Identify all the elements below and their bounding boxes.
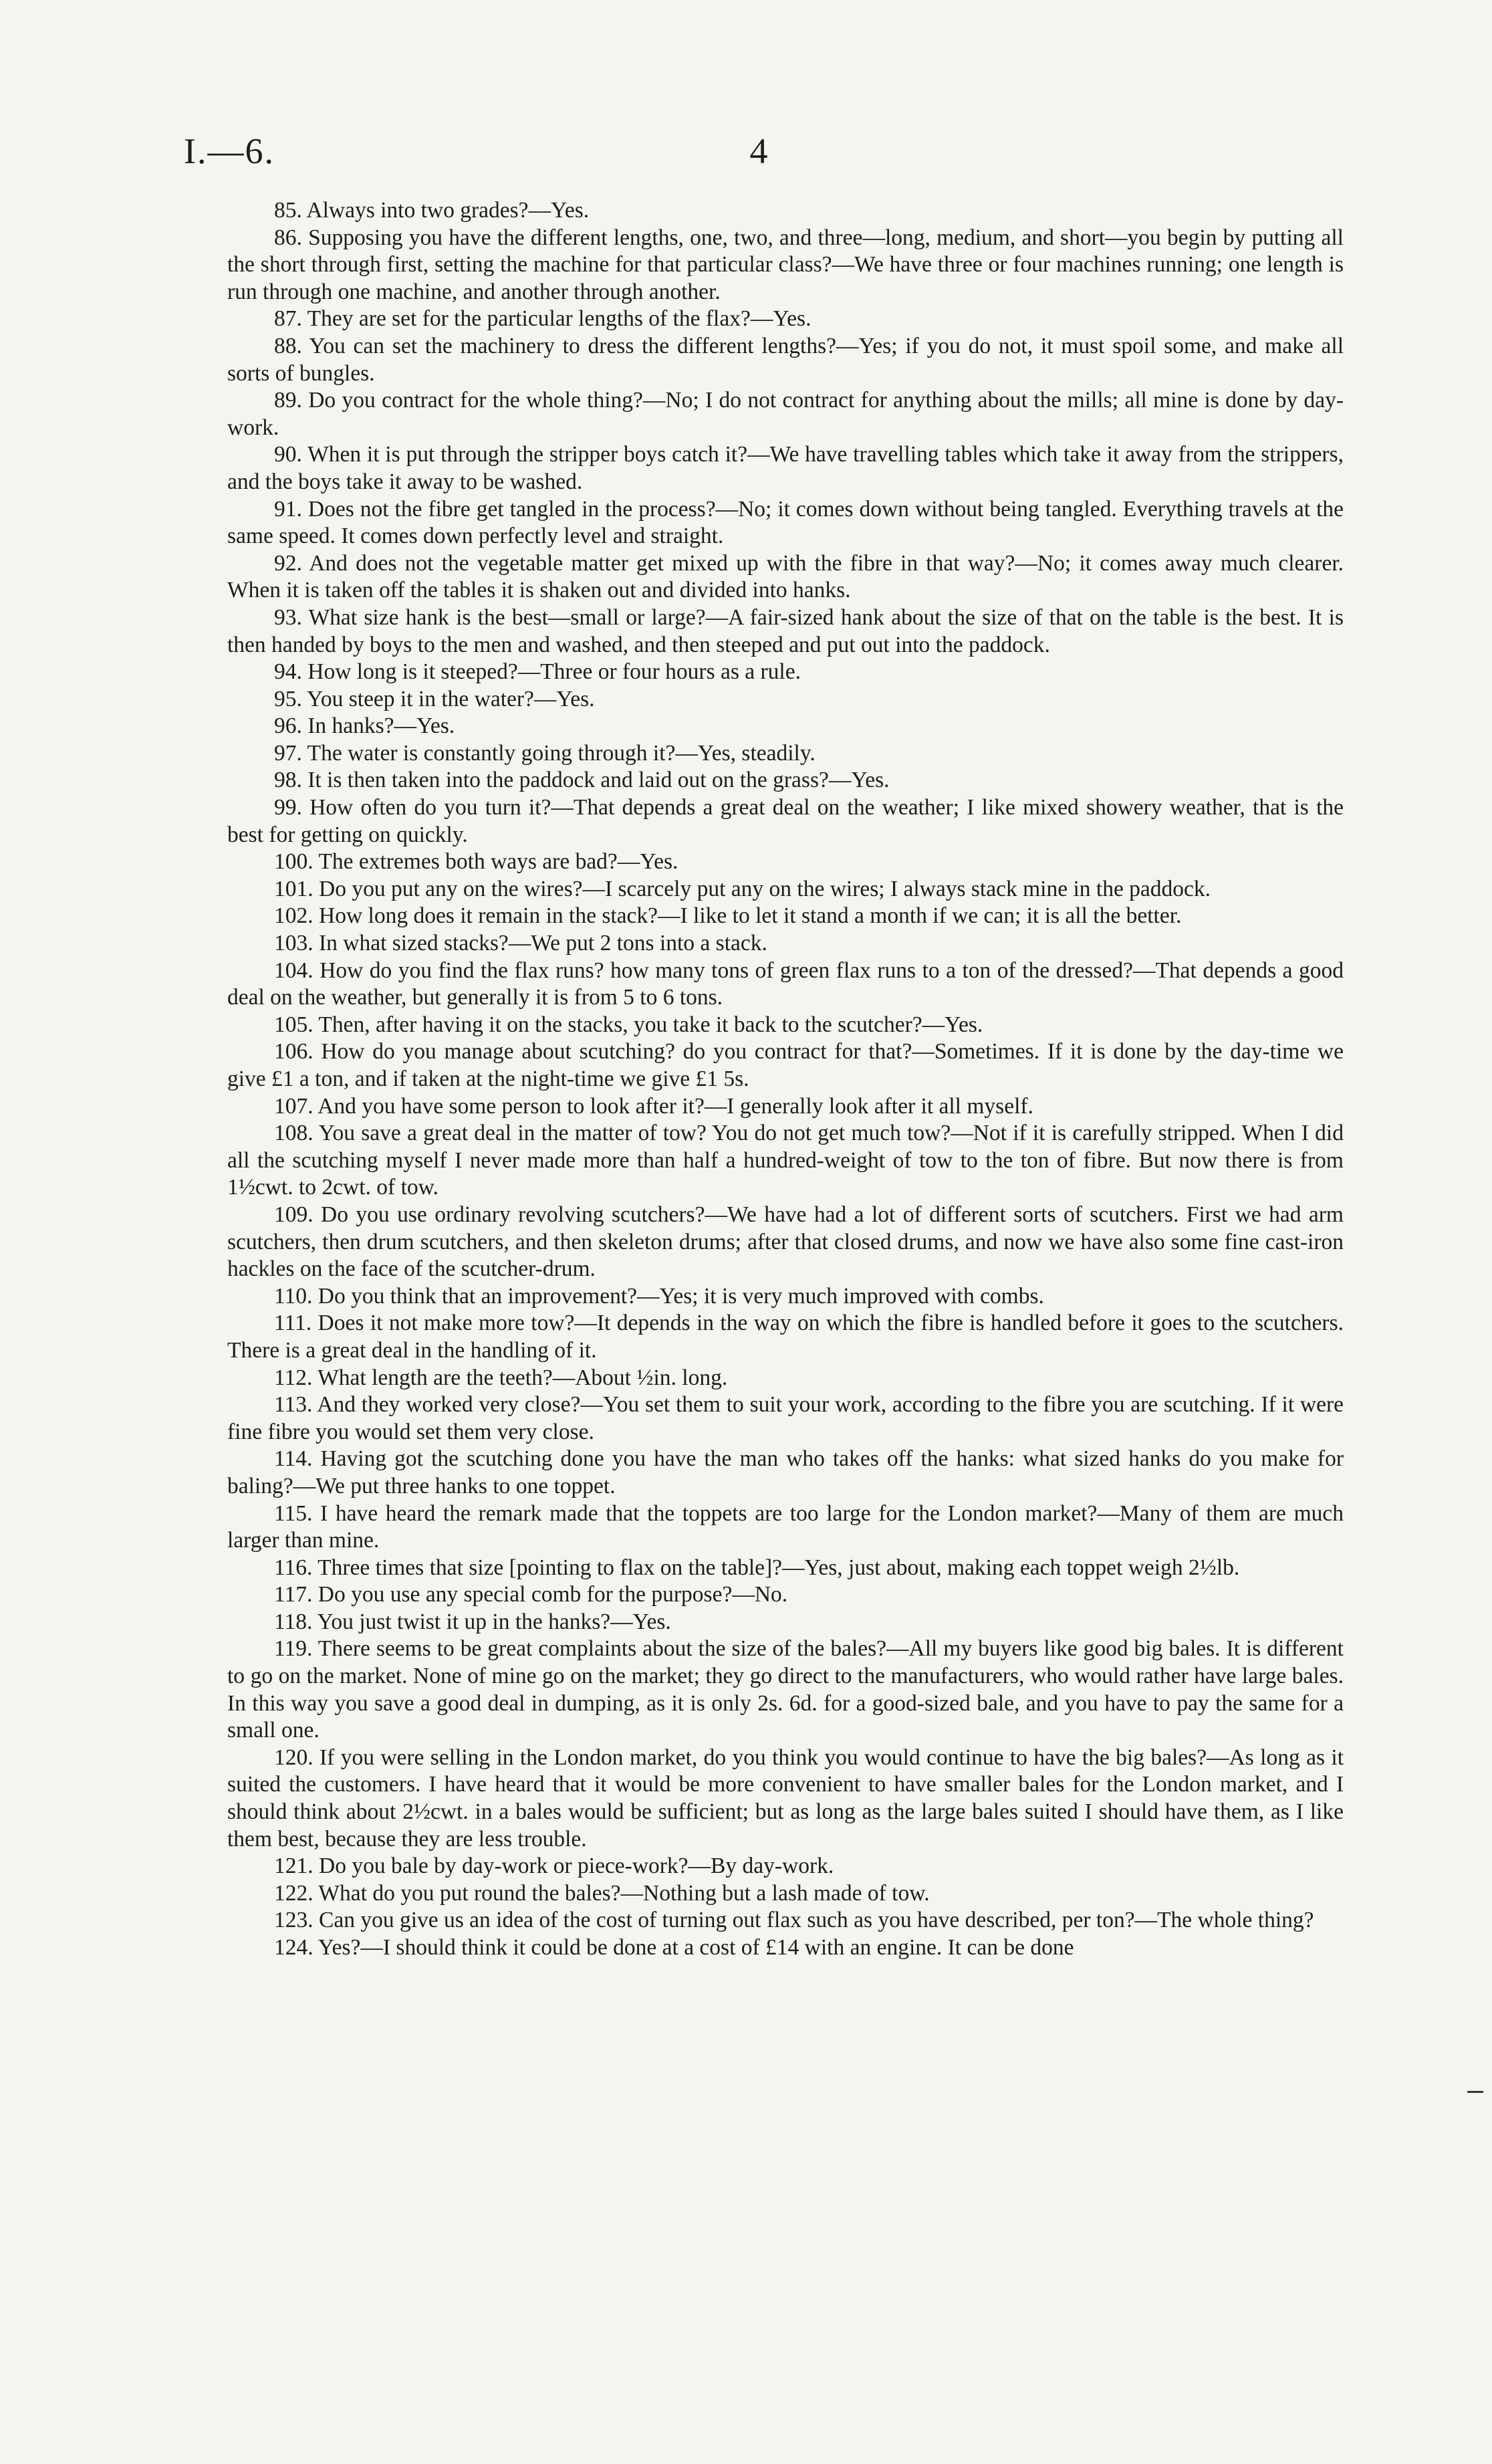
question-paragraph: 117. Do you use any special comb for the purpose?—No. [274,1582,788,1607]
question-paragraph: 114. Having got the scutching done you have the man who takes off the hanks: what sized hanks do you make for baling?—We put three hanks to one toppet. [227,1446,1344,1498]
question-paragraph: 120. If you were selling in the London market, do you think you would continue to have the big bales?—As long as it suited the customers. I have heard that it would be more convenient to have smaller bales for the London market, and I should think about 2½cwt. in a bales would be sufficient; but as long as the large bales suited I should have them, as I like them best, because they are less trouble. [227,1745,1344,1852]
question-paragraph: 112. What length are the teeth?—About ½in. long. [274,1365,728,1390]
question-paragraph: 122. What do you put round the bales?—Nothing but a lash made of tow. [274,1880,930,1906]
question-paragraph: 87. They are set for the particular lengths of the flax?—Yes. [274,306,812,332]
page-number: 4 [749,131,768,171]
question-paragraph: 99. How often do you turn it?—That depends a great deal on the weather; I like mixed showery weather, that is the best for getting on quickly. [227,795,1344,847]
question-paragraph: 92. And does not the vegetable matter get mixed up with the fibre in that way?—No; it comes away much clearer. When it is taken off the tables it is shaken out and divided into hanks. [227,550,1344,603]
question-paragraph: 102. How long does it remain in the stack?—I like to let it stand a month if we can; it is all the better. [274,903,1182,929]
question-paragraph: 93. What size hank is the best—small or large?—A fair-sized hank about the size of that on the table is the best. It is then handed by boys to the men and washed, and then steeped and put out into the paddock. [227,604,1344,657]
question-paragraph: 121. Do you bale by day-work or piece-work?—By day-work. [274,1854,834,1879]
question-paragraph: 113. And they worked very close?—You set them to suit your work, according to the fibre you are scutching. If it were fine fibre you would set them very close. [227,1392,1344,1444]
question-paragraph: 101. Do you put any on the wires?—I scarcely put any on the wires; I always stack mine in the paddock. [274,876,1211,901]
question-paragraph: 110. Do you think that an improvement?—Yes; it is very much improved with combs. [274,1283,1044,1309]
question-paragraph: 115. I have heard the remark made that the toppets are too large for the London market?—Many of them are much larger than mine. [227,1500,1344,1553]
question-paragraph: 97. The water is constantly going through it?—Yes, steadily. [274,740,816,766]
question-paragraph: 94. How long is it steeped?—Three or four hours as a rule. [274,659,801,685]
question-paragraph: 85. Always into two grades?—Yes. [274,198,590,223]
question-paragraph: 91. Does not the fibre get tangled in the process?—No; it comes down without being tangled. Everything travels at the same speed. It comes down perfectly level and straight. [227,496,1344,549]
question-paragraph: 111. Does it not make more tow?—It depends in the way on which the fibre is handled before it goes to the scutchers. There is a great deal in the handling of it. [227,1311,1344,1363]
question-paragraph: 124. Yes?—I should think it could be done at a cost of £14 with an engine. It can be done [274,1935,1074,1960]
question-paragraph: 116. Three times that size [pointing to flax on the table]?—Yes, just about, making each toppet weigh 2½lb. [274,1555,1240,1580]
question-paragraph: 108. You save a great deal in the matter of tow? You do not get much tow?—Not if it is carefully stripped. When I did all the scutching myself I never made more than half a hundred-weight of tow to the ton of fibre. But now there is from 1½cwt. to 2cwt. of tow. [227,1121,1344,1200]
question-paragraph: 118. You just twist it up in the hanks?—Yes. [274,1609,671,1634]
page-header [184,130,1334,177]
question-paragraph: 105. Then, after having it on the stacks, you take it back to the scutcher?—Yes. [274,1012,983,1037]
question-paragraph: 103. In what sized stacks?—We put 2 tons into a stack. [274,931,767,956]
question-paragraph: 90. When it is put through the stripper boys catch it?—We have travelling tables which take it away from the strippers, and the boys take it away to be washed. [227,442,1344,494]
question-paragraph: 98. It is then taken into the paddock and laid out on the grass?—Yes. [274,768,890,793]
question-paragraph: 109. Do you use ordinary revolving scutchers?—We have had a lot of different sorts of scutchers. First we had arm scutchers, then drum scutchers, and then skeleton drums; after that closed drums, and now we have also some fine cast-iron hackles on the face of the scutcher-drum. [227,1202,1344,1282]
question-paragraph: 86. Supposing you have the different lengths, one, two, and three—long, medium, and short—you begin by putting all the short through first, setting the machine for that particular class?—We have three or four machines running; one length is run through one machine, and another through another. [227,225,1344,304]
question-paragraph: 89. Do you contract for the whole thing?—No; I do not contract for anything about the mills; all mine is done by day-work. [227,388,1344,440]
document-body [227,197,1344,1962]
question-paragraph: 95. You steep it in the water?—Yes. [274,686,595,711]
question-paragraph: 107. And you have some person to look after it?—I generally look after it all myself. [274,1093,1033,1119]
question-paragraph: 88. You can set the machinery to dress the different lengths?—Yes; if you do not, it must spoil some, and make all sorts of bungles. [227,333,1344,386]
question-paragraph: 100. The extremes both ways are bad?—Yes. [274,849,678,875]
question-paragraph: 119. There seems to be great complaints about the size of the bales?—All my buyers like good big bales. It is different to go on the market. None of mine go on the market; they go direct to the manufacturers, who would rather have large bales. In this way you save a good deal in dumping, as it is only 2s. 6d. for a good-sized bale, and you have to pay the same for a small one. [227,1636,1344,1743]
margin-mark [1467,2091,1483,2093]
question-paragraph: 106. How do you manage about scutching? do you contract for that?—Sometimes. If it is done by the day-time we give £1 a ton, and if taken at the night-time we give £1 5s. [227,1039,1344,1091]
question-paragraph: 96. In hanks?—Yes. [274,713,455,739]
question-paragraph: 104. How do you find the flax runs? how many tons of green flax runs to a ton of the dressed?—That depends a good deal on the weather, but generally it is from 5 to 6 tons. [227,958,1344,1010]
question-paragraph: 123. Can you give us an idea of the cost of turning out flax such as you have described, per ton?—The whole thing? [274,1908,1314,1933]
document-reference: I.—6. [184,131,275,171]
